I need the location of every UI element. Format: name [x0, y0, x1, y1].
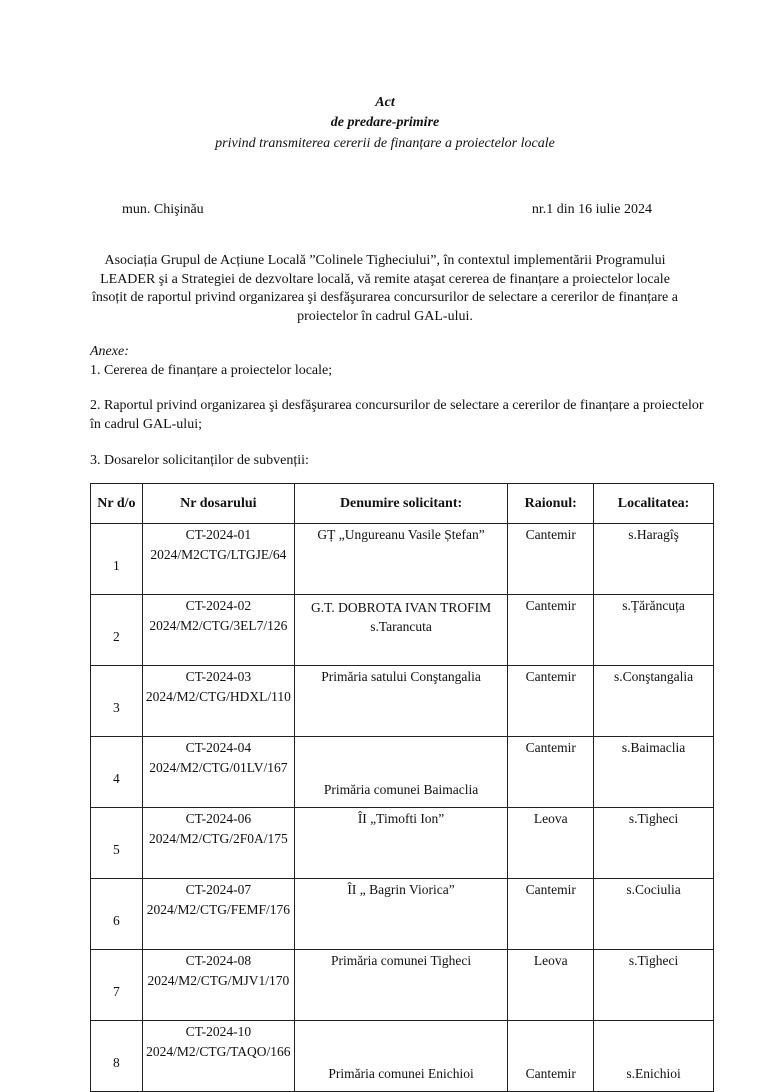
table-row	[91, 1021, 714, 1092]
doc-title: Act	[375, 95, 395, 110]
cell-raion: Cantemir	[508, 666, 594, 737]
cell-localitate: s.Conştangalia	[594, 666, 714, 737]
annex-item-3: 3. Dosarelor solicitanților de subvenții:	[90, 453, 309, 468]
cell-dosar	[142, 737, 294, 808]
cell-nr: 8	[91, 1021, 143, 1092]
cell-raion: Cantemir	[508, 595, 594, 666]
dosar-code: CT-2024-06	[185, 811, 252, 826]
place: mun. Chişinău	[122, 202, 204, 217]
cell-solicitant: ÎI „ Bagrin Viorica”	[294, 879, 507, 950]
cell-nr: 3	[91, 666, 143, 737]
annex-item-1: 1. Cererea de finanțare a proiectelor locale;	[90, 363, 333, 378]
cell-solicitant: Primăria satului Conştangalia	[294, 666, 507, 737]
header-raion: Raionul:	[508, 484, 594, 524]
cell-nr: 5	[91, 808, 143, 879]
dosar-id: 2024/M2CTG/LTGJE/64	[150, 547, 287, 562]
cell-dosar	[142, 950, 294, 1021]
cell-localitate: s.Haragîş	[594, 524, 714, 595]
table-header-row	[91, 484, 714, 524]
cell-raion: Leova	[508, 950, 594, 1021]
dosar-id: 2024/M2/CTG/MJV1/170	[147, 973, 290, 988]
cell-raion: Cantemir	[508, 737, 594, 808]
cell-raion: Leova	[508, 808, 594, 879]
cell-raion: Cantemir	[508, 524, 594, 595]
cell-localitate: s.Baimaclia	[594, 737, 714, 808]
table-row	[91, 808, 714, 879]
cell-solicitant: Primăria comunei Tigheci	[294, 950, 507, 1021]
table-row	[91, 879, 714, 950]
annex-item-2: 2. Raportul privind organizarea şi desfăşurarea concursurilor de selectare a cererilor de finanțare a proiectelor în cadrul GAL-ului;	[90, 398, 704, 432]
cell-nr: 1	[91, 524, 143, 595]
cell-localitate: s.Enichioi	[594, 1021, 714, 1092]
cell-dosar	[142, 879, 294, 950]
table-row	[91, 737, 714, 808]
cell-solicitant: Primăria comunei Baimaclia	[294, 737, 507, 808]
cell-localitate: s.Tigheci	[594, 808, 714, 879]
dosar-id: 2024/M2/CTG/FEMF/176	[146, 902, 290, 917]
header-nr: Nr d/o	[91, 484, 143, 524]
header-solicitant: Denumire solicitant:	[294, 484, 507, 524]
dosar-code: CT-2024-03	[185, 669, 252, 684]
cell-dosar	[142, 666, 294, 737]
cell-solicitant: G.T. DOBROTA IVAN TROFIM s.Tarancuta	[294, 595, 507, 666]
cell-nr: 6	[91, 879, 143, 950]
annexes-title: Anexe:	[90, 344, 129, 359]
number-date: nr.1 din 16 iulie 2024	[531, 202, 652, 217]
cell-solicitant: Primăria comunei Enichioi	[294, 1021, 507, 1092]
cell-dosar	[142, 1021, 294, 1092]
cell-localitate: s.Tigheci	[594, 950, 714, 1021]
cell-solicitant: GȚ „Ungureanu Vasile Ștefan”	[294, 524, 507, 595]
header-localitate: Localitatea:	[594, 484, 714, 524]
cell-localitate: s.Țărăncuța	[594, 595, 714, 666]
applicants-table	[90, 483, 714, 1092]
dosar-code: CT-2024-04	[185, 740, 252, 755]
cell-nr: 7	[91, 950, 143, 1021]
dosar-id: 2024/M2/CTG/HDXL/110	[145, 689, 291, 704]
cell-dosar	[142, 595, 294, 666]
dosar-id: 2024/M2/CTG/01LV/167	[149, 760, 288, 775]
dosar-code: CT-2024-10	[185, 1024, 252, 1039]
dosar-id: 2024/M2/CTG/3EL7/126	[149, 618, 288, 633]
dosar-id: 2024/M2/CTG/2F0A/175	[148, 831, 288, 846]
cell-dosar	[142, 524, 294, 595]
doc-purpose: privind transmiterea cererii de finanțare a proiectelor locale	[215, 136, 555, 151]
dosar-code: CT-2024-01	[185, 527, 252, 542]
body-paragraph: Asociația Grupul de Acțiune Locală ”Colinele Tigheciului”, în contextul implementării Programului LEADER şi a Strategiei de dezvoltare locală, vă remite ataşat cererea de finanțare a proiectelor locale însoțit de raportul privind organizarea şi desfăşurarea concursurilor de selectare a cererilor de finanțare a proiectelor în cadrul GAL-ului.	[92, 253, 678, 324]
cell-raion: Cantemir	[508, 879, 594, 950]
cell-raion: Cantemir	[508, 1021, 594, 1092]
cell-localitate: s.Cociulia	[594, 879, 714, 950]
cell-nr: 4	[91, 737, 143, 808]
table-row	[91, 666, 714, 737]
table-row	[91, 595, 714, 666]
header-dosar: Nr dosarului	[142, 484, 294, 524]
cell-solicitant: ÎI „Timofti Ion”	[294, 808, 507, 879]
dosar-id: 2024/M2/CTG/TAQO/166	[146, 1044, 291, 1059]
doc-subtitle: de predare-primire	[330, 115, 440, 130]
table-row	[91, 524, 714, 595]
cell-nr: 2	[91, 595, 143, 666]
dosar-code: CT-2024-02	[185, 598, 252, 613]
dosar-code: CT-2024-07	[185, 882, 252, 897]
cell-dosar	[142, 808, 294, 879]
table-row	[91, 950, 714, 1021]
dosar-code: CT-2024-08	[185, 953, 252, 968]
